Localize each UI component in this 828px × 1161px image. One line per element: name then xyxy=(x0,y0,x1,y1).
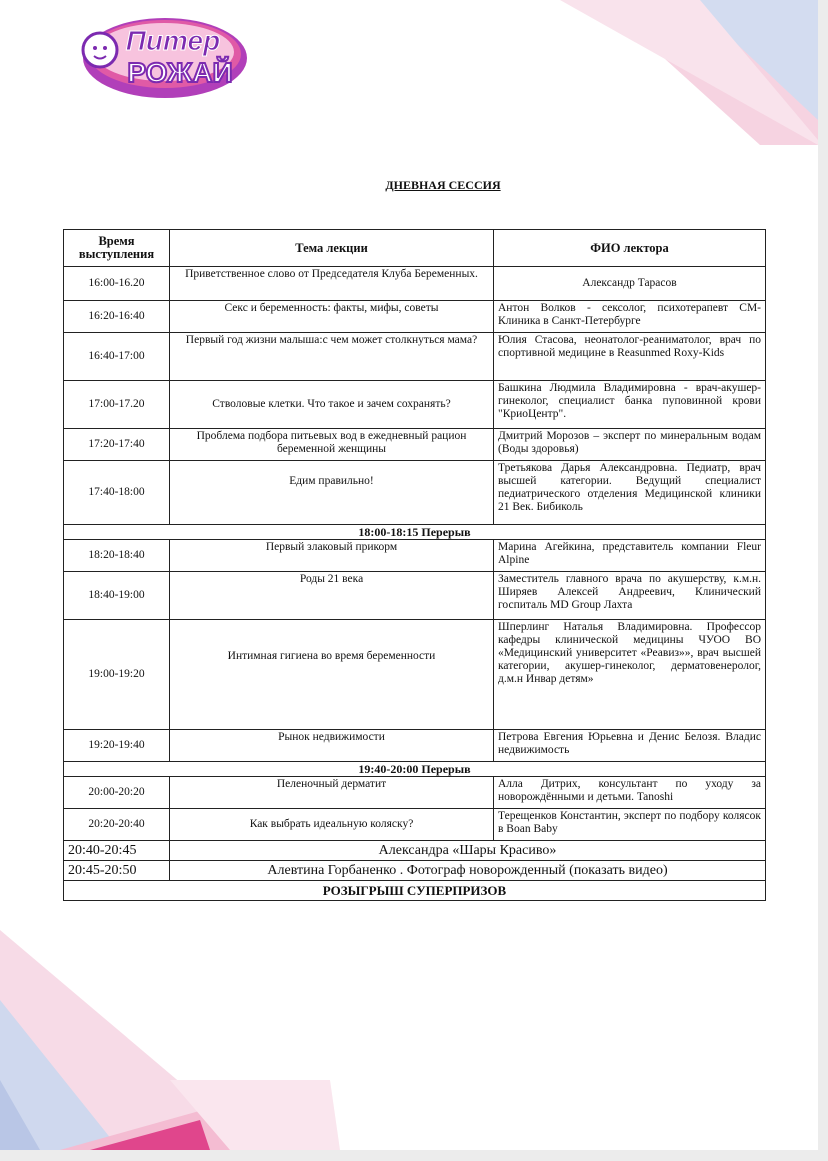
table-row xyxy=(64,540,766,572)
row-time: 18:40-19:00 xyxy=(64,572,170,620)
row-lecturer: Петрова Евгения Юрьевна и Денис Белозя. Владис недвижимость xyxy=(494,730,766,762)
extra-time: 20:45-20:50 xyxy=(64,861,170,881)
row-time: 16:00-16.20 xyxy=(64,267,170,301)
table-row xyxy=(64,461,766,525)
extra-text: Александра «Шары Красиво» xyxy=(170,841,766,861)
row-lecturer: Терещенков Константин, эксперт по подбору колясок в Boan Baby xyxy=(494,809,766,841)
break-label: 19:40-20:00 Перерыв xyxy=(64,762,766,777)
row-time: 18:20-18:40 xyxy=(64,540,170,572)
row-topic: Секс и беременность: факты, мифы, советы xyxy=(170,301,494,333)
col-header-time: Время выступления xyxy=(64,230,170,267)
break-row xyxy=(64,525,766,540)
table-header-row xyxy=(64,230,766,267)
table-row xyxy=(64,429,766,461)
prize-draw-label: РОЗЫГРЫШ СУПЕРПРИЗОВ xyxy=(64,881,766,901)
row-topic: Первый злаковый прикорм xyxy=(170,540,494,572)
row-time: 19:00-19:20 xyxy=(64,620,170,730)
table-row xyxy=(64,730,766,762)
break-label: 18:00-18:15 Перерыв xyxy=(64,525,766,540)
row-lecturer: Марина Агейкина, представитель компании Fleur Alpine xyxy=(494,540,766,572)
logo-text-top: Питер xyxy=(125,25,221,56)
row-lecturer: Антон Волков - сексолог, психотерапевт СМ-Клиника в Санкт-Петербурге xyxy=(494,301,766,333)
col-header-topic: Тема лекции xyxy=(170,230,494,267)
table-row xyxy=(64,267,766,301)
table-row xyxy=(64,333,766,381)
table-row xyxy=(64,301,766,333)
row-topic: Роды 21 века xyxy=(170,572,494,620)
row-time: 20:00-20:20 xyxy=(64,777,170,809)
row-lecturer: Башкина Людмила Владимировна - врач-акушер-гинеколог, специалист банка пуповинной крови "КриоЦентр". xyxy=(494,381,766,429)
final-row xyxy=(64,881,766,901)
schedule-table xyxy=(63,229,766,901)
row-time: 17:20-17:40 xyxy=(64,429,170,461)
row-time: 16:40-17:00 xyxy=(64,333,170,381)
row-lecturer: Заместитель главного врача по акушерству, к.м.н. Ширяев Алексей Андреевич, Клинический госпиталь MD Group Лахта xyxy=(494,572,766,620)
row-topic: Едим правильно! xyxy=(170,461,494,525)
row-lecturer: Дмитрий Морозов – эксперт по минеральным водам (Воды здоровья) xyxy=(494,429,766,461)
row-lecturer: Александр Тарасов xyxy=(494,267,766,301)
table-row xyxy=(64,809,766,841)
row-time: 16:20-16:40 xyxy=(64,301,170,333)
row-time: 17:00-17.20 xyxy=(64,381,170,429)
table-row xyxy=(64,572,766,620)
row-lecturer: Алла Дитрих, консультант по уходу за новорождёнными и детьми. Tanoshi xyxy=(494,777,766,809)
row-lecturer: Шперлинг Наталья Владимировна. Профессор кафедры клинической медицины ЧУОО ВО «Медицинский университет «Реавиз»», врач высшей категории, акушер-гинеколог, дерматовенеролог, д.м.н Инвар детям» xyxy=(494,620,766,730)
row-lecturer: Юлия Стасова, неонатолог-реаниматолог, врач по спортивной медицине в Reasunmed Roxy-Kids xyxy=(494,333,766,381)
row-lecturer: Третьякова Дарья Александровна. Педиатр, врач высшей категории. Ведущий специалист педиатрического отделения Медицинской клиники 21 Век. Бибиколь xyxy=(494,461,766,525)
extra-row xyxy=(64,861,766,881)
extra-text: Алевтина Горбаненко . Фотограф новорожденный (показать видео) xyxy=(170,861,766,881)
row-time: 19:20-19:40 xyxy=(64,730,170,762)
row-topic: Стволовые клетки. Что такое и зачем сохранять? xyxy=(170,381,494,429)
row-topic: Проблема подбора питьевых вод в ежедневный рацион беременной женщины xyxy=(170,429,494,461)
row-topic: Как выбрать идеальную коляску? xyxy=(170,809,494,841)
extra-row xyxy=(64,841,766,861)
row-topic: Пеленочный дерматит xyxy=(170,777,494,809)
row-topic: Первый год жизни малыша:с чем может столкнуться мама? xyxy=(170,333,494,381)
row-topic: Приветственное слово от Председателя Клуба Беременных. xyxy=(170,267,494,301)
row-time: 20:20-20:40 xyxy=(64,809,170,841)
col-header-lecturer: ФИО лектора xyxy=(494,230,766,267)
row-time: 17:40-18:00 xyxy=(64,461,170,525)
table-row xyxy=(64,381,766,429)
table-row xyxy=(64,777,766,809)
piter-rozhai-logo xyxy=(80,12,250,100)
baby-face-icon xyxy=(83,33,117,67)
break-row xyxy=(64,762,766,777)
row-topic: Рынок недвижимости xyxy=(170,730,494,762)
logo-text-bottom: РОЖАЙ xyxy=(127,57,233,88)
table-row xyxy=(64,620,766,730)
row-topic: Интимная гигиена во время беременности xyxy=(170,620,494,730)
session-title: ДНЕВНАЯ СЕССИЯ xyxy=(385,178,501,192)
extra-time: 20:40-20:45 xyxy=(64,841,170,861)
